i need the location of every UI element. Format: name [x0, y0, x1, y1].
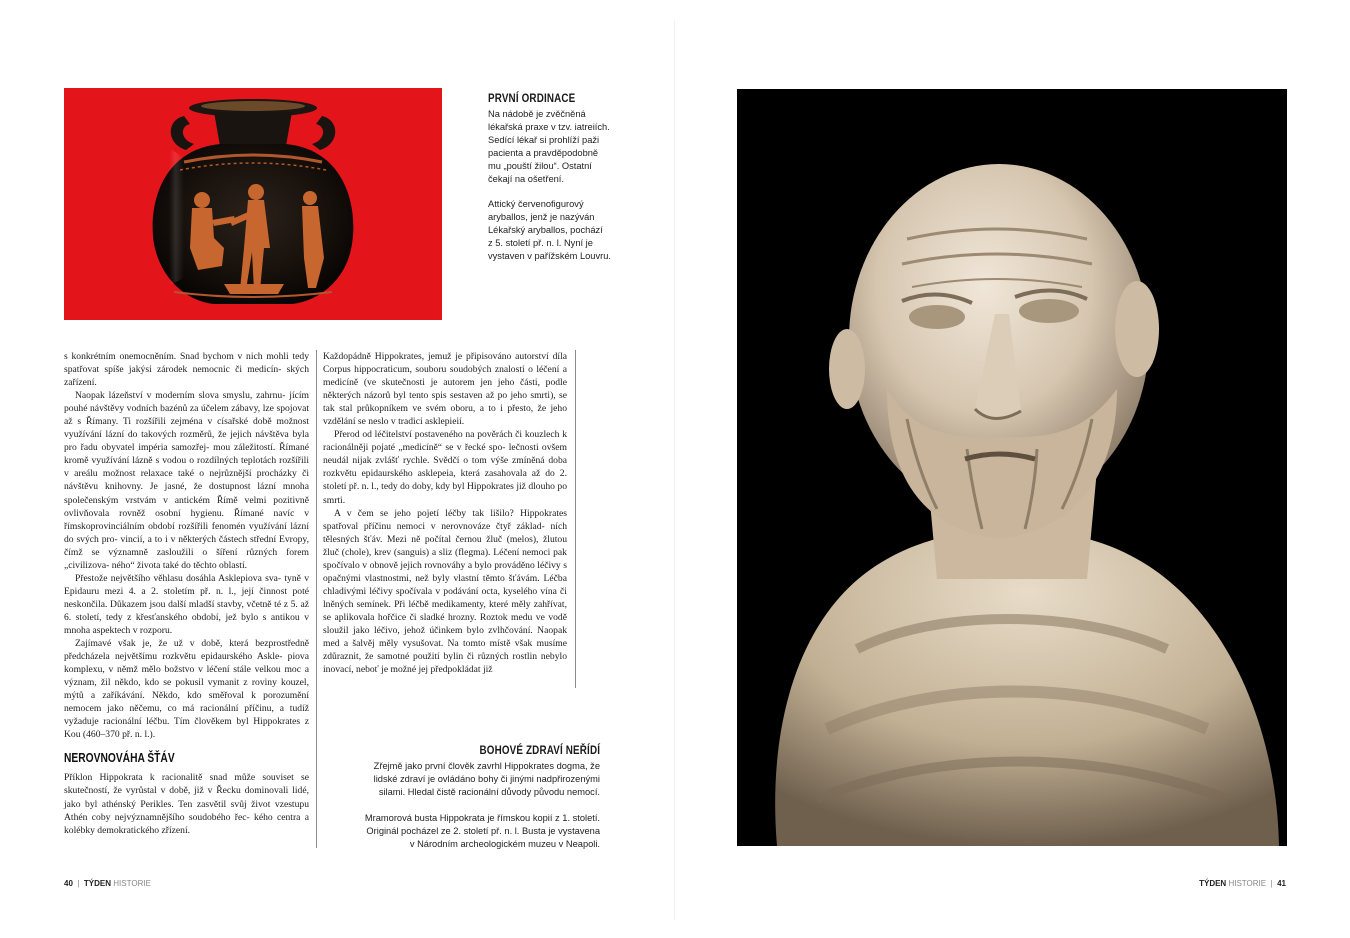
text-line: v podávání octa, kyselého vína či lněných semínek. Při [323, 585, 567, 610]
caption-line: aryballos, jenž je nazýván [488, 212, 595, 223]
caption-line: Originál pocházel ze 2. století př. n. l. Busta je vystavena [366, 825, 600, 836]
text-line: období rozšířili fenomén využívání lázní do svých pro- [64, 520, 310, 545]
text-line: ních tělesných šťáv. Mezi ně počítal černou žluč (melos), [323, 520, 568, 545]
caption-line: Lékařský aryballos, pochází [488, 225, 603, 236]
text-line: poté neskončila. Důkazem jsou další mladší stavby, [64, 585, 309, 610]
text-line: díla Corpus hippocraticum, souboru soudobých znalostí [323, 351, 567, 376]
marble-bust-illustration [737, 89, 1287, 846]
text-line: jejich návštěva byla pro řadu obyvatel impéria samozřej- [64, 429, 309, 454]
column-divider [575, 350, 576, 688]
caption-paragraph [488, 198, 618, 263]
text-line: Každopádně Hippokrates, jemuž je připisováno autorství [323, 351, 549, 362]
page-footer [64, 879, 151, 888]
text-line: lze spojovat až s Římany. Ti rozšířili zejména v císařské [64, 403, 310, 428]
caption-line: Zřejmě jako první člověk zavrhl Hippokrates dogma, že [373, 761, 600, 771]
column-paragraphs [64, 350, 309, 741]
text-line: jež bylo s antikou v mnoha aspektech v rozporu. [64, 611, 310, 636]
column-paragraphs [323, 350, 567, 676]
text-line: také o nejrůznější procházky či návštěvu knihovny. Je [64, 468, 310, 493]
text-line: Přestože největšího věhlasu dosáhla Asklepiova sva- [75, 572, 282, 584]
text-line: nemoci pak spočívalo v obnově jejich rovnováhy a bylo [323, 546, 567, 571]
magazine-brand: TÝDEN [1199, 879, 1227, 888]
caption-prvni-ordinace [488, 91, 618, 263]
text-line: Příklon Hippokrata k racionalitě snad může souviset se [64, 772, 309, 784]
paragraph [64, 572, 309, 637]
paragraph [323, 428, 567, 506]
text-line: Přerod od léčitelství postaveného na pověrách či [334, 429, 523, 441]
text-line: žlutou žluč (chole), krev (sanguis) a sliz (flegma). Léčení [323, 533, 567, 558]
text-line: hořčice či sladké hrozny. Roztok medu ve vodě sloužil [323, 611, 567, 636]
text-line: Zajímavé však je, že už v době, která bezprostředně [75, 638, 309, 650]
caption-line: vystaven v pařížském Louvru. [488, 251, 611, 262]
magazine-brand: TÝDEN [83, 879, 112, 888]
text-line: ného“ života také do těchto oblastí. [111, 559, 248, 571]
text-line: nebylo inovací, neboť je možné jej předpokládat již [323, 651, 567, 676]
text-line: o léčení a medicíně (ve skutečnosti je autorem jen jeho [323, 364, 567, 389]
caption-paragraph [360, 812, 600, 851]
text-line: byl Hippokrates z Kou (460–370 př. n. l.). [64, 716, 309, 741]
text-line: a to i přesto, že jeho vzdělání se neslo v tradici asklepieií. [323, 403, 567, 428]
text-line: vzestupu Athén coby nejvýznamnějšího soudobého řec- [64, 798, 309, 823]
caption-line: Attický červenofigurový [488, 199, 584, 210]
vase-photo [64, 88, 442, 320]
text-line: k porozumění nemocem jako něčemu, co má racionální [64, 690, 309, 715]
text-line: části, podle některých názorů byl tento spis sestaven až [323, 377, 567, 402]
text-line: piova komplexu, v němž mělo božstvo v léčení stále [64, 651, 309, 676]
text-line: zdůraznit, že samotné použití bylin či různých rostlin [323, 651, 538, 663]
caption-line: lékařská praxe v tzv. iatreiích. [488, 121, 610, 132]
caption-line: čekají na ošetření. [488, 173, 564, 184]
caption-text [360, 760, 600, 850]
caption-text [488, 108, 618, 263]
text-line: mou záležitostí. Římané kromě využívání lázně s vodou [64, 442, 309, 467]
text-line: vincií, a to i v některých částech střední Evropy, čímž se [64, 533, 309, 558]
text-line: z roviny kouzel, mýtů a zaříkávání. Někdo, kdo směřoval [64, 677, 310, 702]
caption-line: Na nádobě je zvěčněná [488, 109, 586, 119]
text-line: velkou moc a význam, žil někdo, kdo se pokusil vymanit [64, 664, 309, 689]
paragraph [64, 637, 309, 741]
text-line: ských zařízení. [64, 364, 309, 389]
text-line: předcházela největšímu rozkvětu epidaurského Askle- [64, 651, 283, 663]
aryballos-vase-illustration [64, 88, 442, 320]
caption-paragraph [360, 760, 600, 799]
text-line: lidé, jako byl athénský Perikles. Ten zasvětil svůj život [64, 785, 309, 810]
right-page [676, 0, 1350, 938]
text-line: A v čem se jeho pojetí léčby tak lišilo? Hippokrates [334, 507, 567, 519]
subheading: NEROVNOVÁHA ŠŤÁV [64, 751, 175, 766]
caption-paragraph [488, 108, 618, 185]
text-line: kého centra a kolébky demokratického zřízení. [64, 811, 310, 836]
text-line: kdy byl Hippokrates již dlouho po smrti. [323, 481, 567, 506]
caption-line: Mramorová busta Hippokrata je římskou kopií z 1. století. [364, 812, 600, 823]
text-line: Naopak lázeňství v moderním slova smyslu, zahrnu- [75, 390, 286, 402]
text-line: v antickém Římě velmi pozitivně ovlivňovala rovněž [64, 494, 309, 519]
text-line: vlastní těmto šťávám. Léčba chladivými léčivy spočívala [323, 572, 567, 597]
page-number: 41 [1277, 879, 1286, 888]
section-name: HISTORIE [1228, 879, 1267, 888]
caption-line: lidské zdraví je ovládáno bohy či jinými nadpřirozenými [373, 773, 600, 784]
caption-title: PRVNÍ ORDINACE [488, 91, 576, 105]
text-line: o rozdílných teplotách rozšířili v areálu možnost relaxace [64, 455, 309, 480]
page-footer [1199, 879, 1286, 888]
text-line: včetně té z 5. až 6. století, tedy z křesťanského období, [64, 598, 309, 623]
text-line: jasné, že dostupnost lázní mnoha společenským vrstvám [64, 481, 309, 506]
article-column-left [64, 350, 309, 837]
paragraph [64, 771, 309, 836]
caption-line: mu „pouští žilou“. Ostatní [488, 160, 592, 171]
text-line: spatřoval příčinu nemoci v nerovnováze čtyř základ- [323, 520, 545, 532]
text-line: s konkrétním onemocněním. Snad bychom v nich mohli [64, 351, 289, 362]
text-line: době možnost využívání lázní do takových rozměrů, že [64, 416, 310, 441]
page-gutter [674, 20, 675, 920]
text-line: kouzlech k racionálněji pojaté „medicíně“ se v řecké spo- [323, 429, 567, 454]
caption-line: z 5. století př. n. l. Nyní je [488, 238, 593, 249]
text-line: významně zasloužili o šíření různých forem „civilizova- [64, 546, 309, 571]
caption-bohove-zdravi-neridi [360, 741, 600, 850]
text-line: skutečností, že vyrůstal v době, již v Řecku dominovali [64, 785, 289, 797]
paragraph [323, 350, 567, 428]
hippocrates-bust-photo [737, 89, 1287, 846]
caption-title: BOHOVÉ ZDRAVÍ NEŘÍDÍ [479, 743, 600, 757]
text-line: která zasahovala až do 2. století př. n. l., tedy do doby, [323, 468, 567, 493]
text-line: prováděno léčivy s opačnými vlastnostmi, než byly [323, 559, 567, 584]
text-line: a šalvěj měly vysušovat. Na tomto místě však musíme [343, 638, 567, 650]
text-line: tedy spatřovat spíše jakýsi zárodek nemocnic či medicín- [64, 351, 309, 376]
article-column-middle [323, 350, 567, 676]
footer-separator: | [75, 879, 82, 888]
caption-line: v Národním archeologickém muzeu v Neapoli. [409, 838, 600, 849]
caption-line: pacienta a pravděpodobně [488, 147, 599, 158]
column-divider [316, 350, 317, 848]
text-line: jícím pouhé návštěvy vodních bazénů za účelem zábavy, [64, 390, 309, 415]
left-page [0, 0, 674, 938]
text-line: lečnosti ovšem neudál nijak zvlášť rychle. Svědčí o tom [323, 442, 567, 467]
caption-line: silami. Hledal čistě racionální důvody původu nemocí. [378, 786, 600, 797]
text-line: po jeho smrti), se tak stal průkopníkem ve svém oboru, [323, 390, 567, 415]
text-line: osobní hygienu. Římané navíc v římskoprovinciálním [64, 507, 309, 532]
text-line: příčinu, a tudíž vyžaduje racionální léčbu. Tím člověkem [64, 703, 309, 728]
page-number: 40 [64, 879, 73, 888]
footer-separator: | [1268, 879, 1275, 888]
text-line: léčbě medikamenty, které měly zahřívat, se aplikovala [323, 598, 567, 623]
text-line: tyně v Epidauru mezi 4. a 2. stoletím př. n. l., její činnost [64, 572, 309, 597]
paragraph [64, 389, 309, 572]
text-line: výše zmíněná doba rozkvětu epidaurského asklepeia, [323, 455, 568, 480]
paragraph [64, 350, 309, 389]
caption-line: Sedící lékař si prohlíží paži [488, 134, 600, 145]
section-name: HISTORIE [113, 879, 151, 888]
text-line: jako léčivo, jehož účinkem bylo zvlhčování. Naopak med [323, 624, 568, 650]
paragraph [323, 507, 567, 677]
